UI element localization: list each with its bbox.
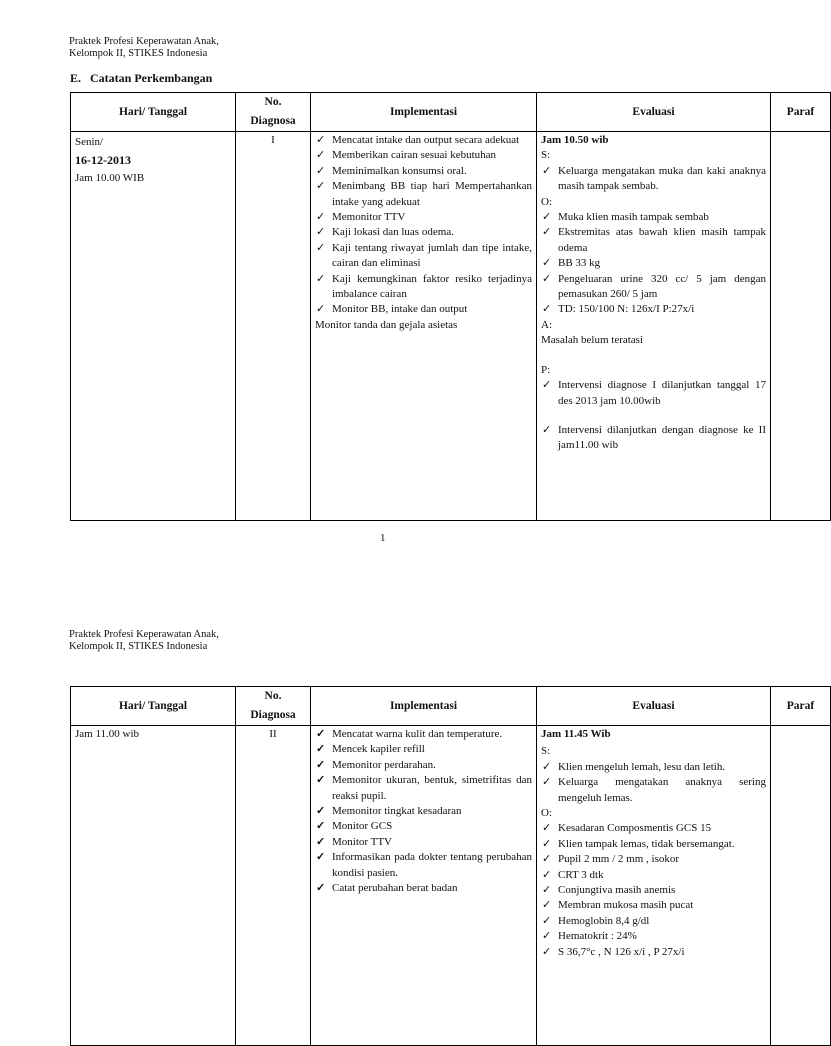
checklist-item <box>541 945 766 960</box>
check-icon: ✓ <box>542 776 552 789</box>
checklist-item <box>315 241 532 272</box>
progress-notes-table-2 <box>70 686 831 1046</box>
header-implementation: Implementasi <box>311 687 537 726</box>
checklist-text: Klien tampak lemas, tidak bersemangat. <box>558 837 735 850</box>
header-line-2: Kelompok II, STIKES Indonesia <box>69 641 208 652</box>
checklist-item <box>541 272 766 303</box>
progress-notes-table-1 <box>70 92 831 521</box>
checklist-item <box>315 773 532 804</box>
checklist-item <box>541 929 766 944</box>
header-evaluation: Evaluasi <box>537 93 771 132</box>
date-time: Jam 11.00 wib <box>75 728 140 740</box>
checklist-item <box>315 164 532 179</box>
checklist-text: Menimbang BB tiap hari Mempertahankan intake yang adekuat <box>332 180 532 208</box>
checklist-text: TD: 150/100 N: 126x/I P:27x/i <box>558 303 695 316</box>
checklist-text: Hemoglobin 8,4 g/dl <box>558 914 650 927</box>
checklist-item <box>315 179 532 210</box>
implementation-extra: Monitor tanda dan gejala asietas <box>315 318 458 331</box>
check-icon: ✓ <box>542 945 552 958</box>
check-icon: ✓ <box>316 226 326 239</box>
checklist-item <box>541 302 766 317</box>
check-icon: ✓ <box>542 272 552 285</box>
section-number: E. <box>70 71 82 85</box>
header-paraf: Paraf <box>771 93 831 132</box>
assessment-text: Masalah belum teratasi <box>541 334 644 347</box>
header-diagnosis-line-2: Diagnosa <box>250 115 296 127</box>
header-diagnosis <box>236 687 311 726</box>
header-line-2: Kelompok II, STIKES Indonesia <box>69 48 208 59</box>
page-header <box>69 36 219 60</box>
subjective-label: S: <box>541 149 551 162</box>
checklist-text: Monitor BB, intake dan output <box>332 303 468 316</box>
checklist-item <box>315 210 532 225</box>
checklist-text: S 36,7°c , N 126 x/i , P 27x/i <box>558 945 685 958</box>
implementation-list <box>315 727 532 896</box>
checklist-text: Kaji tentang riwayat jumlah dan tipe intake, cairan dan eliminasi <box>332 241 532 270</box>
check-icon: ✓ <box>542 257 552 270</box>
check-icon: ✓ <box>316 728 326 740</box>
checklist-item <box>541 821 766 836</box>
header-line-1: Praktek Profesi Keperawatan Anak, <box>69 36 219 47</box>
diagnosis-number: I <box>236 132 311 521</box>
check-icon: ✓ <box>542 164 552 177</box>
checklist-item <box>315 133 532 148</box>
checklist-text: Memonitor tingkat kesadaran <box>332 805 462 818</box>
checklist-item <box>541 883 766 898</box>
checklist-item <box>541 760 766 775</box>
evaluation-time: Jam 10.50 wib <box>541 134 609 146</box>
check-icon: ✓ <box>316 303 326 316</box>
checklist-text: Informasikan pada dokter tentang perubahan kondisi pasien. <box>332 851 532 879</box>
paraf-cell <box>771 132 831 521</box>
checklist-text: Kaji kemungkinan faktor resiko terjadinya imbalance cairan <box>332 272 532 301</box>
checklist-item <box>315 819 532 834</box>
check-icon: ✓ <box>542 899 552 912</box>
checklist-text: Ekstremitas atas bawah klien masih tampak odema <box>558 226 766 254</box>
check-icon: ✓ <box>542 853 552 866</box>
checklist-item <box>541 164 766 195</box>
check-icon: ✓ <box>316 774 326 787</box>
checklist-item <box>315 835 532 850</box>
checklist-item <box>315 850 532 881</box>
checklist-text: Mencatat warna kulit dan temperature. <box>332 728 503 740</box>
header-diagnosis-line-2: Diagnosa <box>250 709 296 721</box>
checklist-text: Monitor TTV <box>332 835 392 848</box>
header-diagnosis-line-1: No. <box>264 96 282 108</box>
check-icon: ✓ <box>542 423 552 436</box>
check-icon: ✓ <box>542 930 552 943</box>
check-icon: ✓ <box>542 303 552 316</box>
section-title <box>70 71 212 86</box>
date-cell <box>71 726 236 1046</box>
checklist-text: Meminimalkan konsumsi oral. <box>332 164 467 177</box>
checklist-text: Monitor GCS <box>332 820 393 833</box>
table-row <box>71 726 831 1046</box>
header-paraf: Paraf <box>771 687 831 726</box>
checklist-text: Kesadaran Composmentis GCS 15 <box>558 822 712 835</box>
evaluation-time: Jam 11.45 Wib <box>541 728 611 740</box>
checklist-item <box>541 898 766 913</box>
check-icon: ✓ <box>542 822 552 835</box>
check-icon: ✓ <box>316 851 326 864</box>
check-icon: ✓ <box>316 820 326 833</box>
checklist-text: Mencek kapiler refill <box>332 743 425 756</box>
evaluation-cell <box>537 726 771 1046</box>
check-icon: ✓ <box>316 241 326 254</box>
objective-list <box>541 821 766 960</box>
checklist-item <box>541 423 766 454</box>
checklist-text: Pupil 2 mm / 2 mm , isokor <box>558 853 680 866</box>
check-icon: ✓ <box>316 835 326 848</box>
page-number: 1 <box>380 532 386 544</box>
spacer <box>541 349 766 363</box>
checklist-text: Memonitor TTV <box>332 211 406 224</box>
check-icon: ✓ <box>316 180 326 193</box>
checklist-item <box>541 775 766 806</box>
checklist-text: Pengeluaran urine 320 cc/ 5 jam dengan pemasukan 260/ 5 jam <box>558 272 766 301</box>
checklist-item <box>315 742 532 757</box>
evaluation-cell <box>537 132 771 521</box>
plan-list <box>541 378 766 454</box>
checklist-text: BB 33 kg <box>558 257 601 270</box>
header-evaluation: Evaluasi <box>537 687 771 726</box>
header-date: Hari/ Tanggal <box>71 687 236 726</box>
check-icon: ✓ <box>542 226 552 239</box>
date-value: 16-12-2013 <box>75 153 131 167</box>
check-icon: ✓ <box>542 884 552 897</box>
objective-label: O: <box>541 195 552 208</box>
check-icon: ✓ <box>542 379 552 392</box>
implementation-cell <box>311 726 537 1046</box>
table-row <box>71 132 831 521</box>
subjective-label: S: <box>541 745 551 758</box>
checklist-text: Muka klien masih tampak sembab <box>558 211 709 224</box>
checklist-item <box>541 914 766 929</box>
check-icon: ✓ <box>542 837 552 850</box>
date-cell <box>71 132 236 521</box>
header-implementation: Implementasi <box>311 93 537 132</box>
check-icon: ✓ <box>542 868 552 881</box>
checklist-text: Memonitor perdarahan. <box>332 758 436 771</box>
check-icon: ✓ <box>316 272 326 285</box>
plan-label: P: <box>541 363 551 376</box>
objective-label: O: <box>541 807 552 820</box>
checklist-item <box>315 302 532 317</box>
checklist-item <box>541 378 766 409</box>
objective-list <box>541 210 766 318</box>
checklist-text: Keluarga mengatakan anaknya sering mengeluh lemas. <box>558 776 766 804</box>
subjective-list <box>541 164 766 195</box>
checklist-item <box>315 272 532 303</box>
implementation-list <box>315 133 532 318</box>
page-header-2 <box>69 629 219 653</box>
implementation-cell <box>311 132 537 521</box>
checklist-item <box>541 256 766 271</box>
paraf-cell <box>771 726 831 1046</box>
section-title-text: Catatan Perkembangan <box>90 71 213 85</box>
checklist-text: Hematokrit : 24% <box>558 930 637 943</box>
checklist-text: CRT 3 dtk <box>558 868 604 881</box>
checklist-item <box>315 758 532 773</box>
checklist-item <box>315 225 532 240</box>
checklist-item <box>315 148 532 163</box>
date-day: Senin/ <box>75 136 104 148</box>
checklist-item <box>315 727 532 742</box>
header-diagnosis-line-1: No. <box>264 690 282 702</box>
check-icon: ✓ <box>316 743 326 756</box>
check-icon: ✓ <box>542 211 552 224</box>
checklist-text: Intervensi dilanjutkan dengan diagnose ke II jam11.00 wib <box>558 423 766 452</box>
checklist-text: Conjungtiva masih anemis <box>558 884 676 897</box>
checklist-text: Kaji lokasi dan luas odema. <box>332 226 454 239</box>
checklist-text: Mencatat intake dan output secara adekuat <box>332 134 520 146</box>
check-icon: ✓ <box>316 882 326 895</box>
checklist-item <box>315 804 532 819</box>
date-time: Jam 10.00 WIB <box>75 172 145 184</box>
check-icon: ✓ <box>316 211 326 224</box>
checklist-text: Membran mukosa masih pucat <box>558 899 694 912</box>
check-icon: ✓ <box>316 805 326 818</box>
check-icon: ✓ <box>542 760 552 773</box>
check-icon: ✓ <box>316 134 326 146</box>
check-icon: ✓ <box>316 149 326 162</box>
checklist-item <box>541 868 766 883</box>
check-icon: ✓ <box>316 164 326 177</box>
header-date: Hari/ Tanggal <box>71 93 236 132</box>
assessment-label: A: <box>541 318 552 331</box>
check-icon: ✓ <box>542 914 552 927</box>
checklist-text: Keluarga mengatakan muka dan kaki anaknya masih tampak sembab. <box>558 164 766 193</box>
checklist-text: Catat perubahan berat badan <box>332 882 458 895</box>
subjective-list <box>541 760 766 806</box>
checklist-text: Intervensi diagnose I dilanjutkan tanggal 17 des 2013 jam 10.00wib <box>558 379 766 407</box>
check-icon: ✓ <box>316 758 326 771</box>
diagnosis-number: II <box>236 726 311 1046</box>
checklist-item <box>541 210 766 225</box>
checklist-item <box>541 852 766 867</box>
header-line-1: Praktek Profesi Keperawatan Anak, <box>69 629 219 640</box>
checklist-item <box>541 225 766 256</box>
checklist-item <box>541 837 766 852</box>
checklist-item <box>315 881 532 896</box>
checklist-text: Memberikan cairan sesuai kebutuhan <box>332 149 497 162</box>
checklist-text: Klien mengeluh lemah, lesu dan letih. <box>558 760 726 773</box>
header-diagnosis <box>236 93 311 132</box>
checklist-text: Memonitor ukuran, bentuk, simetrifitas dan reaksi pupil. <box>332 774 532 802</box>
